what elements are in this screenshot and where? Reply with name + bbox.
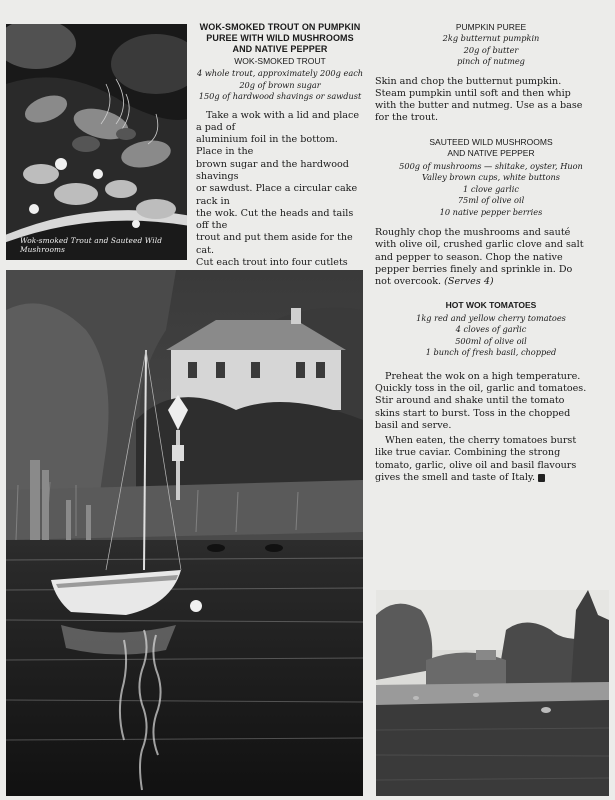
method-line: for the trout.: [375, 112, 439, 124]
title-line: WOK-SMOKED TROUT ON PUMPKIN: [199, 22, 361, 32]
ingredient-line: 500g of mushrooms — shitake, oyster, Huon: [399, 160, 583, 171]
tomatoes-note: [375, 435, 607, 484]
title-line: PUREE WITH WILD MUSHROOMS: [206, 33, 354, 43]
method-line: and pepper to season. Chop the native: [375, 251, 563, 263]
trout-ingredients: [196, 68, 364, 103]
trout-recipe-title: [196, 22, 364, 55]
end-mark-icon: [538, 474, 545, 482]
side-recipes-column: [375, 22, 607, 484]
mushrooms-method: [375, 227, 607, 288]
ingredient-line: Valley brown cups, white buttons: [422, 172, 560, 183]
method-line: Cut each trout into four cutlets: [196, 257, 348, 269]
title-line: SAUTEED WILD MUSHROOMS: [429, 136, 553, 147]
ingredient-line: 2kg butternut pumpkin: [442, 33, 540, 43]
countryside-photo: [376, 590, 609, 796]
ingredient-line: 1 bunch of fresh basil, chopped: [425, 347, 557, 358]
tomatoes-title: HOT WOK TOMATOES: [445, 299, 537, 310]
ingredient-line: 1kg red and yellow cherry tomatoes: [416, 312, 566, 323]
serves-note: (Serves 4): [444, 276, 494, 288]
sailboat-lake-photo: [6, 270, 363, 796]
title-line: AND NATIVE PEPPER: [447, 147, 535, 158]
smoked-trout-photo: [6, 24, 187, 260]
method-text: not overcook.: [375, 276, 442, 288]
method-line: [375, 472, 607, 484]
ingredient-line: 500ml of olive oil: [455, 335, 527, 346]
method-line: with the butter and nutmeg. Use as a base: [375, 100, 583, 112]
ingredient-line: 20g of butter: [463, 44, 519, 55]
sailboat-photo-graphic: [6, 270, 363, 796]
pumpkin-title: PUMPKIN PUREE: [455, 22, 527, 32]
method-line: Steam pumpkin until soft and then whip: [375, 87, 571, 99]
mushrooms-title: [375, 137, 607, 159]
method-line: Quickly toss in the oil, garlic and tomatoes.: [375, 382, 587, 394]
ingredient-line: 20g of brown sugar: [239, 79, 321, 90]
ingredient-line: 150g of hardwood shavings or sawdust: [198, 91, 362, 101]
method-line: [375, 276, 607, 288]
method-line: Roughly chop the mushrooms and sauté: [375, 227, 571, 239]
ingredient-line: pinch of nutmeg: [457, 56, 525, 66]
method-line: pepper berries finely and sprinkle in. Do: [375, 264, 573, 276]
method-line: Skin and chop the butternut pumpkin.: [375, 75, 562, 87]
title-line: AND NATIVE PEPPER: [232, 44, 328, 54]
ingredient-line: 4 whole trout, approximately 200g each: [196, 68, 364, 78]
pumpkin-ingredients: [375, 33, 607, 68]
method-line: Stir around and shake until the tomato: [375, 395, 565, 407]
photo-caption: Wok-smoked Trout and Sauteed Wild Mushrooms: [20, 236, 163, 254]
method-line: the wok. Cut the heads and tails off the: [196, 207, 354, 232]
method-line: basil and serve.: [375, 419, 452, 431]
method-line: tomato, garlic, olive oil and basil flavours: [375, 459, 577, 471]
ingredient-line: 4 cloves of garlic: [455, 324, 527, 335]
trout-subtitle: WOK-SMOKED TROUT: [234, 56, 326, 66]
method-line: trout and put them aside for the cat.: [196, 232, 353, 256]
food-photo-graphic: [6, 24, 187, 260]
tomatoes-method: [375, 371, 607, 432]
method-line: brown sugar and the hardwood shavings: [196, 158, 349, 182]
tomatoes-ingredients: [375, 313, 607, 359]
method-line: with olive oil, crushed garlic clove and salt: [375, 239, 584, 251]
method-text: gives the smell and taste of Italy.: [375, 472, 536, 484]
ingredient-line: 1 clove garlic: [463, 183, 519, 194]
method-line: aluminium foil in the bottom. Place in the: [196, 134, 338, 158]
mushrooms-ingredients: [375, 161, 607, 219]
ingredient-line: 10 native pepper berries: [439, 206, 543, 217]
method-line: skins start to burst. Toss in the chopped: [375, 407, 571, 419]
method-line: Preheat the wok on a high temperature.: [385, 370, 581, 382]
pumpkin-method: [375, 76, 607, 125]
method-line: like true caviar. Combining the strong: [375, 447, 561, 459]
ingredient-line: 75ml of olive oil: [457, 195, 525, 206]
method-line: Take a wok with a lid and place a pad of: [196, 109, 360, 133]
method-line: When eaten, the cherry tomatoes burst: [385, 435, 577, 447]
countryside-photo-graphic: [376, 590, 609, 796]
method-line: or sawdust. Place a circular cake rack in: [196, 183, 358, 207]
